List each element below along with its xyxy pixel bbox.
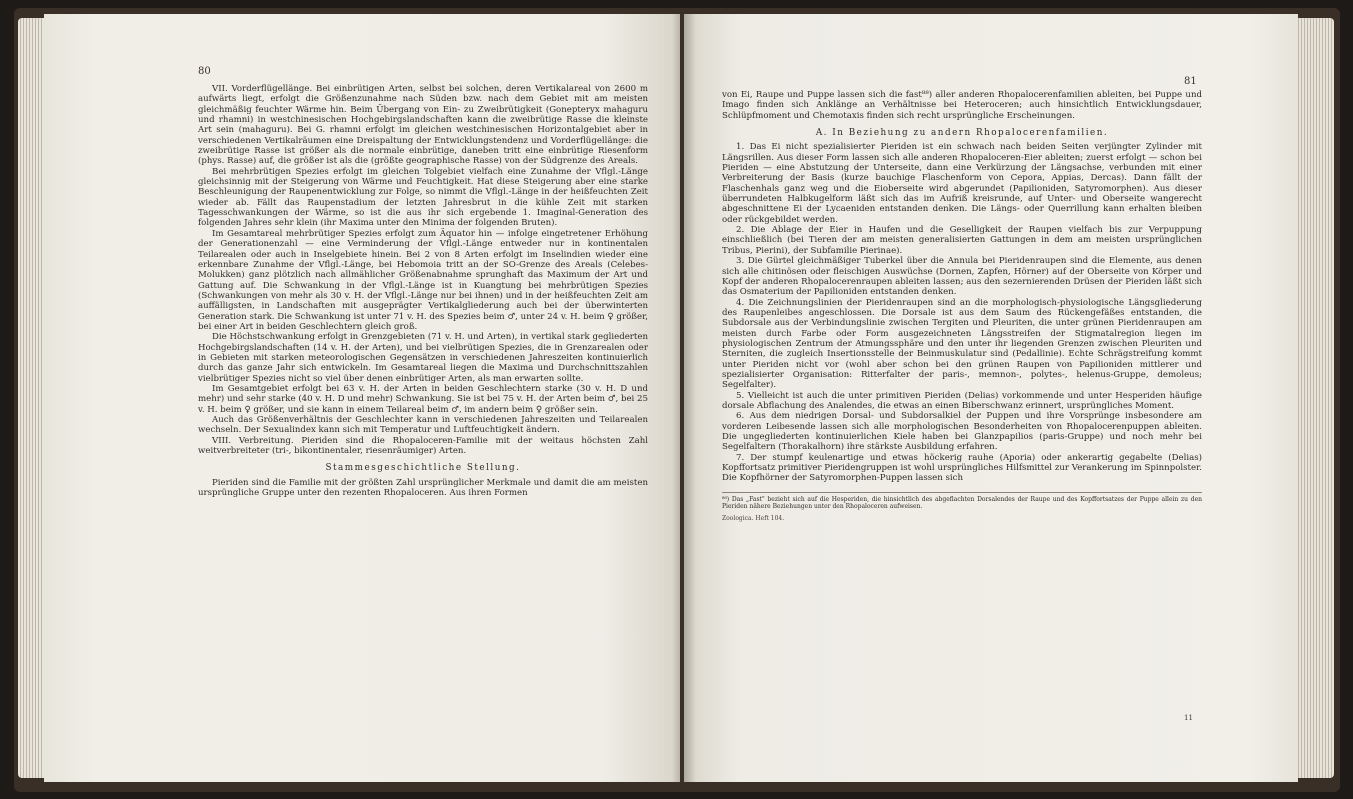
paragraph: 4. Die Zeichnungslinien der Pieridenraupen sind an die morphologisch-physiologische Längsgliederung des Raupenleibes angeschlossen. Die Dorsale ist aus dem Saum des Rückengefäßes entstanden, die Subdorsale aus der Verbindungslinie zwischen Tergiten und Pleuriten, die unter grünen Pieridenraupen am meisten durch Farbe oder Form ausgezeichneten Längsstreifen der Stigmatalregion liegen im physiologischen Zentrum der Atmungssphäre und den unter ihr liegenden Grenzen zwischen Pleuriten und Sterniten, die zugleich Insertionsstelle der Beinmuskulatur sind (Pedallinie). Echte Schrägstreifung kommt unter Pieriden nicht vor (wohl aber schon bei den grünen Raupen von Papilioniden mittlerer und spezialisierter Organisation: Ritterfalter der paris-, memnon-, polytes-, helenus-Gruppe, demoleus; Segelfalter). bbox=[722, 297, 1202, 391]
paragraph: Pieriden sind die Familie mit der größten Zahl ursprünglicher Merkmale und damit die am meisten ursprüngliche Gruppe unter den rezenten Rhopaloceren. Aus ihren Formen bbox=[198, 477, 648, 499]
paragraph: 3. Die Gürtel gleichmäßiger Tuberkel über die Annula bei Pieridenraupen sind die Elemente, aus denen sich alle chitinösen oder fleischigen Auswüchse (Dornen, Zapfen, Hörner) auf der Oberseite von Körper und Kopf der anderen Rhopalocerenraupen ableiten lassen; aus den sezernierenden Drüsen der Pieriden läßt sich das Osmaterium der Papilioniden entstanden denken. bbox=[722, 256, 1202, 298]
paragraph: 2. Die Ablage der Eier in Haufen und die Geselligkeit der Raupen vielfach bis zur Verpuppung einschließlich (bei Tieren der am meisten generalisierten Gattungen in dem am meisten ursprünglichen Tribus, Pierini), der Subfamilie Pierinae). bbox=[722, 225, 1202, 256]
right-page-text bbox=[722, 90, 1202, 524]
left-page bbox=[44, 14, 680, 782]
paragraph: Die Höchstschwankung erfolgt in Grenzgebieten (71 v. H. und Arten), in vertikal stark gegliederten Hochgebirgslandschaften (14 v. H. der Arten), und bei vielbrütigen Spezies, die in Grenzarealen oder in Gebieten mit starken meteorologischen Gegensätzen in verschiedenen Jahreszeiten kontinuierlich durch das ganze Jahr sich entwickeln. Im Gesamtareal liegen die Maxima und Durchschnittszahlen vielbrütiger Spezies nicht so viel über denen einbrütiger Arten, als man erwarten sollte. bbox=[198, 332, 648, 384]
paragraph: VII. Vorderflügellänge. Bei einbrütigen Arten, selbst bei solchen, deren Vertikalareal von 2600 m aufwärts liegt, erfolgt die Größenzunahme nach Süden bzw. nach dem Gebiet mit am meisten gleichmäßig feuchter Wärme hin. Beim Übergang von Ein- zu Zweibrütigkeit (Gonepteryx mahaguru und rhamni) in westchinesischen Hochgebirgslandschaften kann die zweibrütige Rasse die kleinste Art sein (mahaguru). Bei G. rhamni erfolgt im gleichen westchinesischen Horizontalgebiet aber in verschiedenen Vertikalräumen eine Dreispaltung der Entwicklungstendenz und Vorderflügellänge: die zweibrütige Rasse ist größer als die normale einbrütige, daneben tritt eine einbrütige Riesenform (phys. Rasse) auf, die größer ist als die (größte geographische Rasse) von der Südgrenze des Areals. bbox=[198, 84, 648, 167]
paragraph: Im Gesamtgebiet erfolgt bei 63 v. H. der Arten in beiden Geschlechtern starke (30 v. H. D und mehr) und sehr starke (40 v. H. D und mehr) Schwankung. Sie ist bei 75 v. H. der Arten beim ♂, bei 25 v. H. beim ♀ größer, und sie kann in einem Teilareal beim ♂, im andern beim ♀ größer sein. bbox=[198, 383, 648, 415]
paragraph: Bei mehrbrütigen Spezies erfolgt im gleichen Tolgebiet vielfach eine Zunahme der Vflgl.-Länge gleichsinnig mit der Steigerung von Wärme und Feuchtigkeit. Hat diese Steigerung aber eine starke Beschleunigung der Raupenentwicklung zur Folge, so nimmt die Vflgl.-Länge in der heißfeuchten Zeit wieder ab. Fällt das Raupenstadium der letzten Jahresbrut in die kühle Zeit mit starken Tagesschwankungen der Wärme, so ist die aus ihr sich ergebende 1. Imaginal-Generation des folgenden Jahres sehr klein (ihr Maxima unter den Minima der folgenden Bruten). bbox=[198, 166, 648, 229]
right-page-number: 81 bbox=[1184, 76, 1197, 87]
left-page-text bbox=[198, 84, 648, 498]
paragraph: Im Gesamtareal mehrbrütiger Spezies erfolgt zum Äquator hin — infolge eingetretener Erhöhung der Generationenzahl — eine Verminderung der Vflgl.-Länge entweder nur in kontinentalen Teilarealen oder auch in Inselgebiete hinein. Bei 2 von 8 Arten erfolgt im Inselindien wieder eine erkennbare Zunahme der Vflgl.-Länge, bei Hebomoia tritt an der SO-Grenze des Areals (Celebes-Molukken) ganz plötzlich nach allmählicher Größenabnahme sprunghaft das Maximum der Art und Gattung auf. Die Schwankung in der Vflgl.-Länge ist in Kuangtung bei mehrbrütigen Spezies (Schwankungen von mehr als 30 v. H. der Vflgl.-Länge nur bei ihnen) und in der heißfeuchten Zeit am auffälligsten, in Landschaften mit ausgeprägter Vertikalgliederung auch bei der überwinterten Generation stark. Die Schwankung ist unter 71 v. H. des Spezies beim ♂, unter 24 v. H. beim ♀ größer, bei einer Art in beiden Geschlechtern gleich groß. bbox=[198, 228, 648, 332]
paragraph: Auch das Größenverhältnis der Geschlechter kann in verschiedenen Jahreszeiten und Teilarealen wechseln. Der Sexualindex kann sich mit Temperatur und Luftfeuchtigkeit ändern. bbox=[198, 415, 648, 436]
paragraph: 5. Vielleicht ist auch die unter primitiven Pieriden (Delias) vorkommende und unter Hesperiden häufige dorsale Abflachung des Analendes, die etwas an einen Biberschwanz erinnert, ursprüngliches Moment. bbox=[722, 390, 1202, 411]
journal-footer: Zoologica. Heft 104. bbox=[722, 515, 785, 523]
section-heading: Stammesgeschichtliche Stellung. bbox=[325, 463, 521, 474]
right-page bbox=[684, 14, 1298, 782]
book-gutter bbox=[672, 14, 696, 782]
right-page-edges bbox=[1298, 18, 1334, 778]
paragraph: von Ei, Raupe und Puppe lassen sich die fast⁸⁸) aller anderen Rhopalocerenfamilien ableiten, bei Puppe und Imago finden sich Anklänge an Verhältnisse bei Heteroceren; auch hinsichtlich Entwicklungsdauer, Schlüpfmoment und Chemotaxis finden sich recht ursprüngliche Erscheinungen. bbox=[722, 90, 1202, 121]
paragraph: 7. Der stumpf keulenartige und etwas höckerig rauhe (Aporia) oder ankerartig gegabelte (Delias) Kopffortsatz primitiver Pieridengruppen ist wohl ursprüngliches Hilfsmittel zur Verankerung im Spinnpolster. Die Kopfhörner der Satyromorphen-Puppen lassen sich bbox=[722, 452, 1202, 484]
paragraph: 6. Aus dem niedrigen Dorsal- und Subdorsalkiel der Puppen und ihre Vorsprünge insbesondere am vorderen Leibesende lassen sich alle morphologischen Besonderheiten von Rhopalocerenpuppen ableiten. Die ungegliederten kontinuierlichen Kiele haben bei Glanzpapilios (paris-Gruppe) und noch mehr bei Segelfaltern (Thorakalhorn) ihre stärkste Ausbildung erfahren. bbox=[722, 411, 1202, 453]
signature-mark: 11 bbox=[1184, 714, 1193, 722]
footnote: ⁸⁸) Das „Fast" bezieht sich auf die Hesperiden, die hinsichtlich des abgeflachten Dorsalendes der Raupe und des Kopffortsatzes der Puppe allein zu den Pieriden nähere Beziehungen unter den Rhopaloceren aufweisen. bbox=[722, 492, 1202, 510]
left-page-number: 80 bbox=[198, 66, 211, 77]
section-heading: A. In Beziehung zu andern Rhopalocerenfamilien. bbox=[815, 128, 1109, 139]
paragraph: 1. Das Ei nicht spezialisierter Pieriden ist ein schwach nach beiden Seiten verjüngter Zylinder mit Längsrillen. Aus dieser Form lassen sich alle anderen Rhopaloceren-Eier ableiten; zuerst erfolgt — schon bei Pieriden — eine Abstutzung der Unterseite, dann eine Verkürzung der Längsachse, verbunden mit einer Verbreiterung der Basis (kurze bauchige Flaschenform von Cepora, Appias, Dercas). Dann fällt der Flaschenhals ganz weg und die Eioberseite wird abgerundet (Papilioniden, Satyromorphen). Aus dieser überrundeten Halbkugelform läßt sich das im Aufriß kreisrunde, auf Unter- und Oberseite wangerecht abgeschnittene Ei der Lycaeniden entstanden denken. Die Längs- oder Querrillung kann erhalten bleiben oder rückgebildet werden. bbox=[722, 142, 1202, 225]
paragraph: VIII. Verbreitung. Pieriden sind die Rhopaloceren-Familie mit der weitaus höchsten Zahl weitverbreiteter (tri-, bikontinentaler, riesenräumiger) Arten. bbox=[198, 435, 648, 457]
